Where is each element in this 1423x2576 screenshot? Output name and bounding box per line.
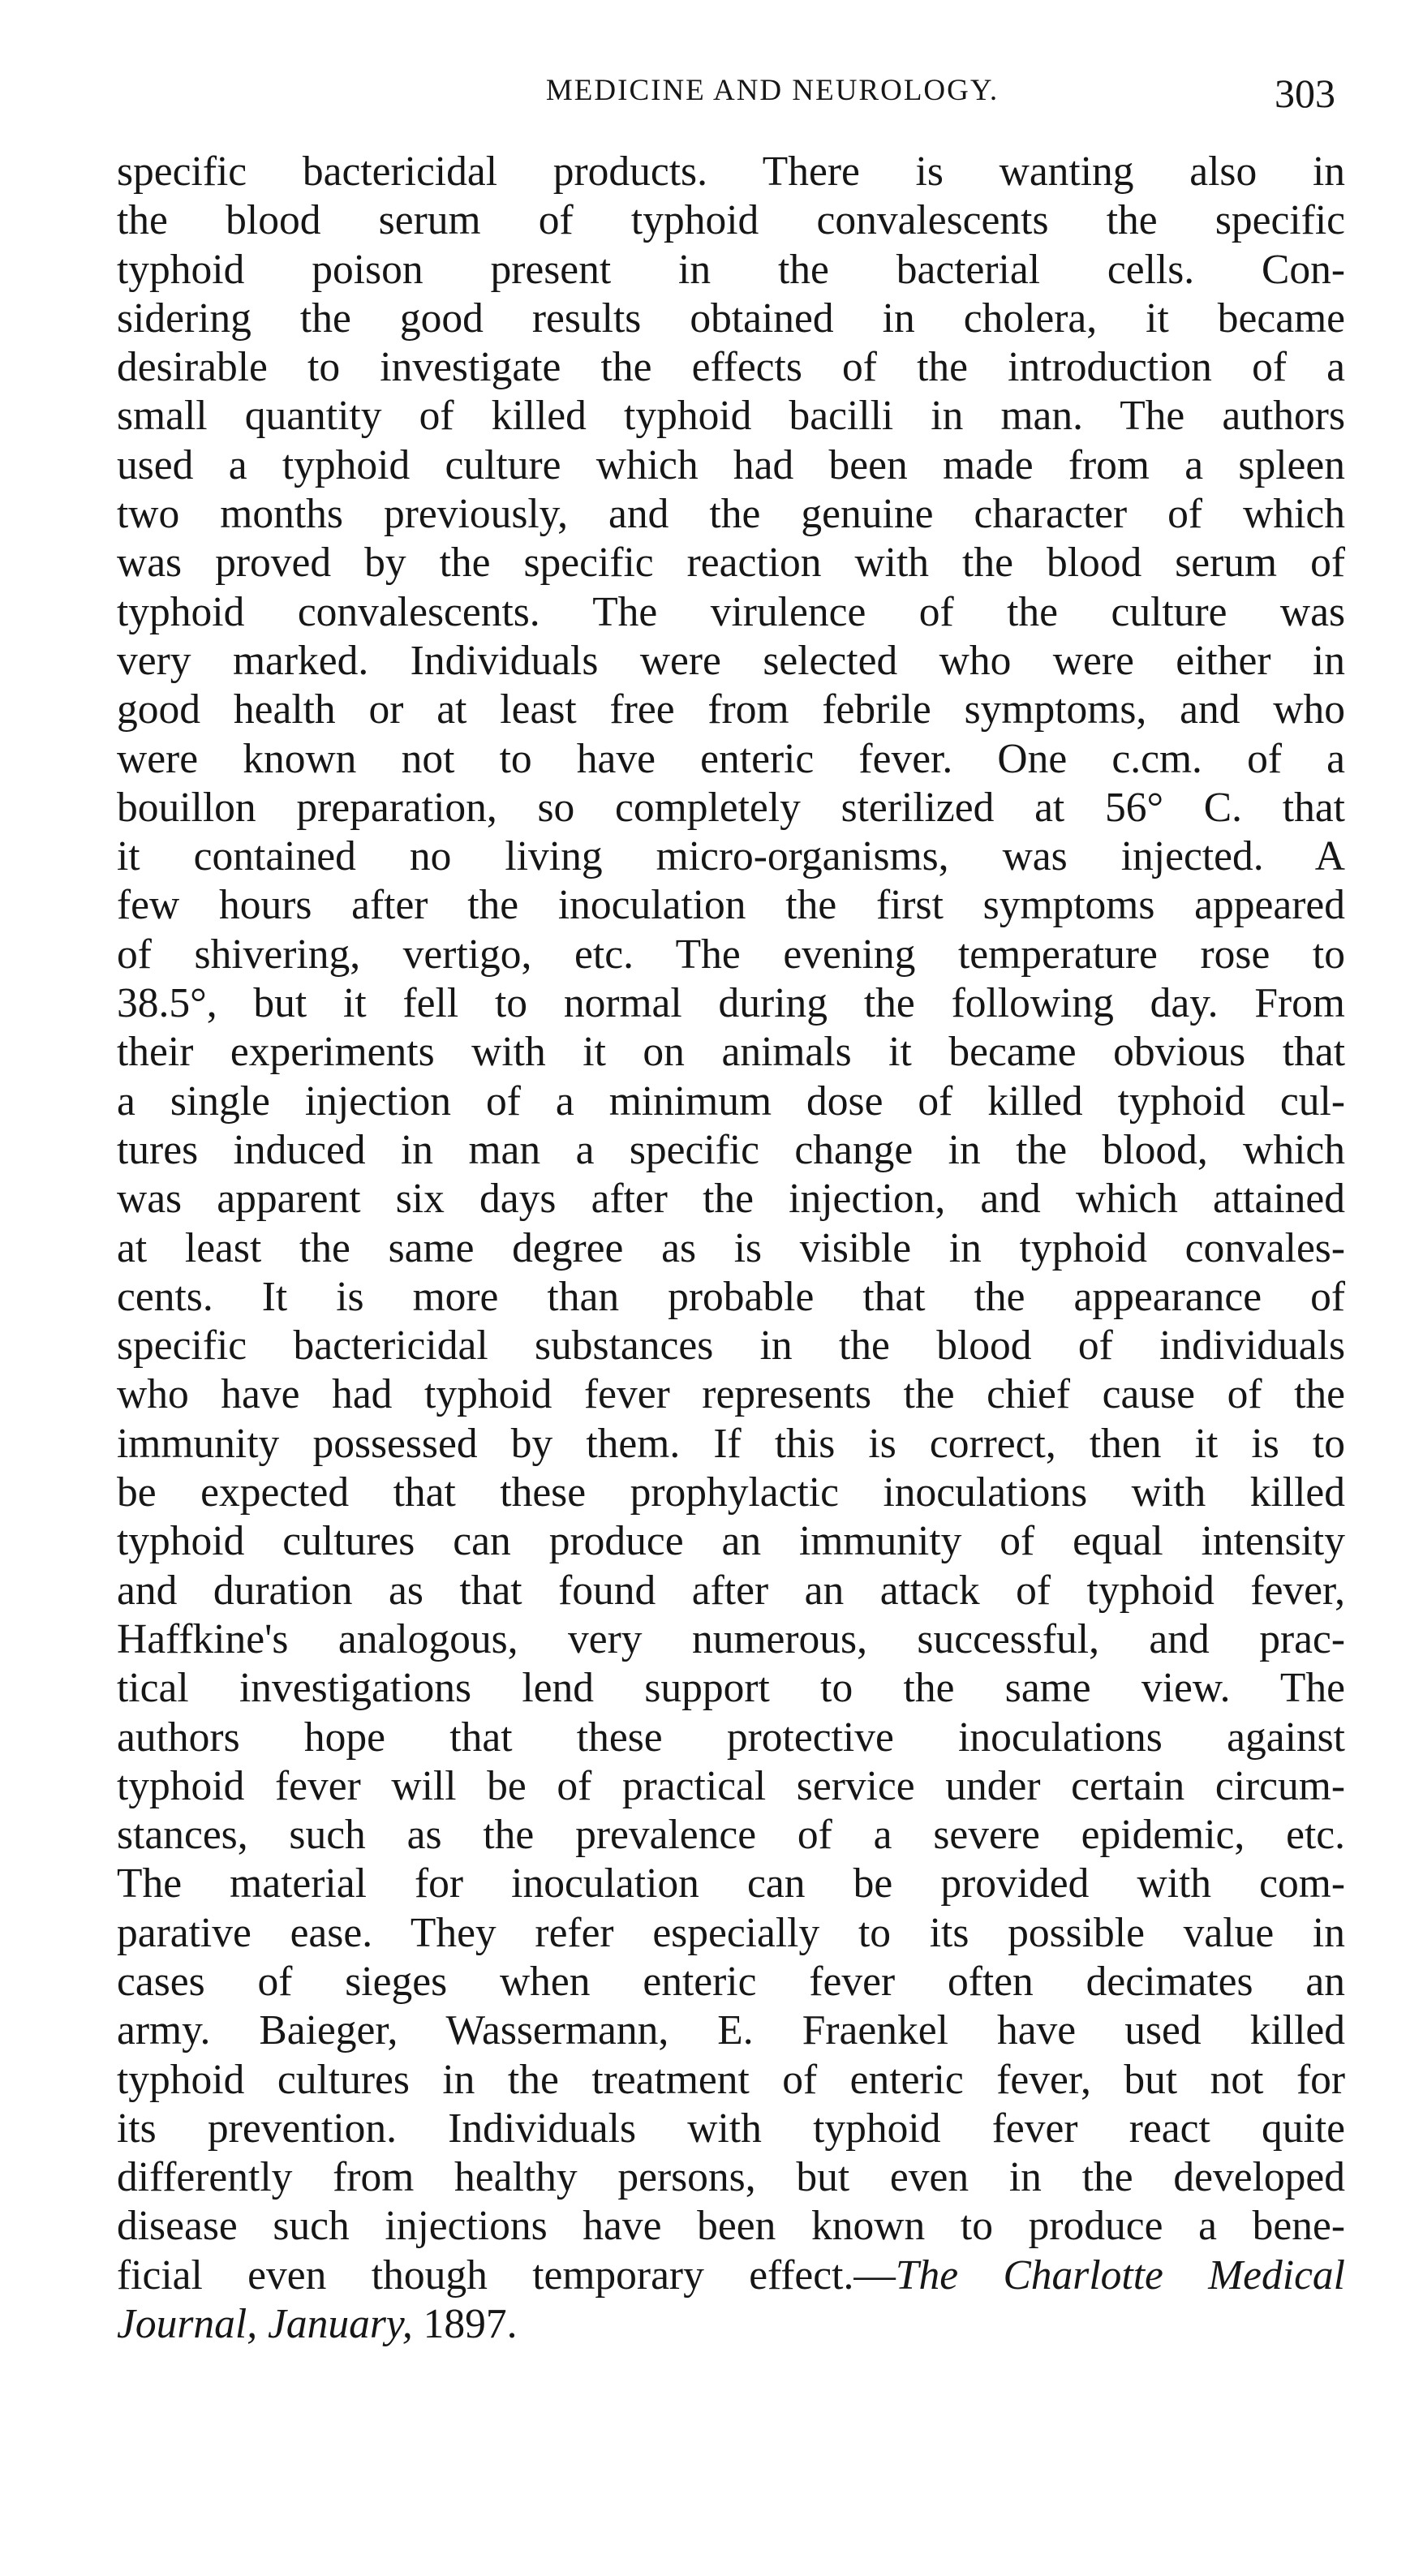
text-line: a single injection of a minimum dose of killed typhoid cul- <box>117 1077 1345 1125</box>
citation-line <box>117 2251 1345 2300</box>
text-line: typhoid poison present in the bacterial cells. Con- <box>117 246 1345 293</box>
text-line: very marked. Individuals were selected who were either in <box>117 637 1345 684</box>
text-line: who have had typhoid fever represents the chief cause of the <box>117 1371 1345 1418</box>
text-line: sidering the good results obtained in cholera, it became <box>117 295 1345 342</box>
text-line: the blood serum of typhoid convalescents the specific <box>117 197 1345 244</box>
text-line: was proved by the specific reaction with the blood serum of <box>117 540 1345 587</box>
text-line: two months previously, and the genuine character of which <box>117 491 1345 538</box>
text-line: their experiments with it on animals it became obvious that <box>117 1029 1345 1076</box>
text-line: 38.5°, but it fell to normal during the following day. From <box>117 980 1345 1027</box>
text-line: typhoid cultures can produce an immunity of equal intensity <box>117 1518 1345 1565</box>
text-line: were known not to have enteric fever. One c.cm. of a <box>117 735 1345 782</box>
text-line: typhoid cultures in the treatment of enteric fever, but not for <box>117 2056 1345 2103</box>
text-line: used a typhoid culture which had been made from a spleen <box>117 441 1345 488</box>
text-line: of shivering, vertigo, etc. The evening temperature rose to <box>117 931 1345 978</box>
running-title: MEDICINE AND NEUROLOGY. <box>545 74 1000 107</box>
text-line: specific bactericidal substances in the blood of individuals <box>117 1322 1345 1370</box>
text-line: desirable to investigate the effects of the introduction of a <box>117 344 1345 391</box>
text-line: specific bactericidal products. There is wanting also in <box>117 148 1345 195</box>
text-line: cases of sieges when enteric fever often decimates an <box>117 1958 1345 2005</box>
text-line: stances, such as the prevalence of a severe epidemic, etc. <box>117 1812 1345 1859</box>
text-line: small quantity of killed typhoid bacilli in man. The authors <box>117 393 1345 440</box>
text-line: at least the same degree as is visible in typhoid convales- <box>117 1224 1345 1271</box>
text-line: bouillon preparation, so completely sterilized at 56° C. that <box>117 784 1345 831</box>
text-line: cents. It is more than probable that the appearance of <box>117 1273 1345 1320</box>
text-line: good health or at least free from febrile symptoms, and who <box>117 686 1345 733</box>
text-line: typhoid fever will be of practical service under certain circum- <box>117 1762 1345 1809</box>
citation-year: 1897. <box>412 2301 518 2348</box>
text-line: parative ease. They refer especially to its possible value in <box>117 1909 1345 1956</box>
citation-line <box>117 2300 1345 2349</box>
text-line: disease such injections have been known to produce a bene- <box>117 2203 1345 2250</box>
text-line: authors hope that these protective inoculations against <box>117 1714 1345 1761</box>
citation-journal-date: Journal, January, <box>117 2301 413 2348</box>
text-line: typhoid convalescents. The virulence of the culture was <box>117 588 1345 635</box>
running-head <box>117 70 1342 127</box>
text-line: and duration as that found after an attack of typhoid fever, <box>117 1567 1345 1614</box>
text-line: The material for inoculation can be provided with com- <box>117 1860 1345 1907</box>
text-line: differently from healthy persons, but even in the developed <box>117 2154 1345 2201</box>
text-line: Haffkine's analogous, very numerous, successful, and prac- <box>117 1615 1345 1662</box>
citation-journal: The Charlotte Medical <box>895 2251 1345 2299</box>
text-line: was apparent six days after the injection, and which attained <box>117 1176 1345 1223</box>
text-line: immunity possessed by them. If this is correct, then it is to <box>117 1420 1345 1467</box>
text-line: tical investigations lend support to the same view. The <box>117 1665 1345 1712</box>
text-line: army. Baieger, Wassermann, E. Fraenkel have used killed <box>117 2007 1345 2054</box>
closing-text: ficial even though temporary effect.— <box>117 2251 896 2299</box>
page-number: 303 <box>1275 71 1335 116</box>
text-line: it contained no living micro-organisms, was injected. A <box>117 833 1345 880</box>
text-line: tures induced in man a specific change in the blood, which <box>117 1126 1345 1173</box>
text-line: its prevention. Individuals with typhoid fever react quite <box>117 2105 1345 2152</box>
body-text <box>117 148 1345 2349</box>
text-line: be expected that these prophylactic inoculations with killed <box>117 1469 1345 1516</box>
text-line: few hours after the inoculation the first symptoms appeared <box>117 882 1345 929</box>
